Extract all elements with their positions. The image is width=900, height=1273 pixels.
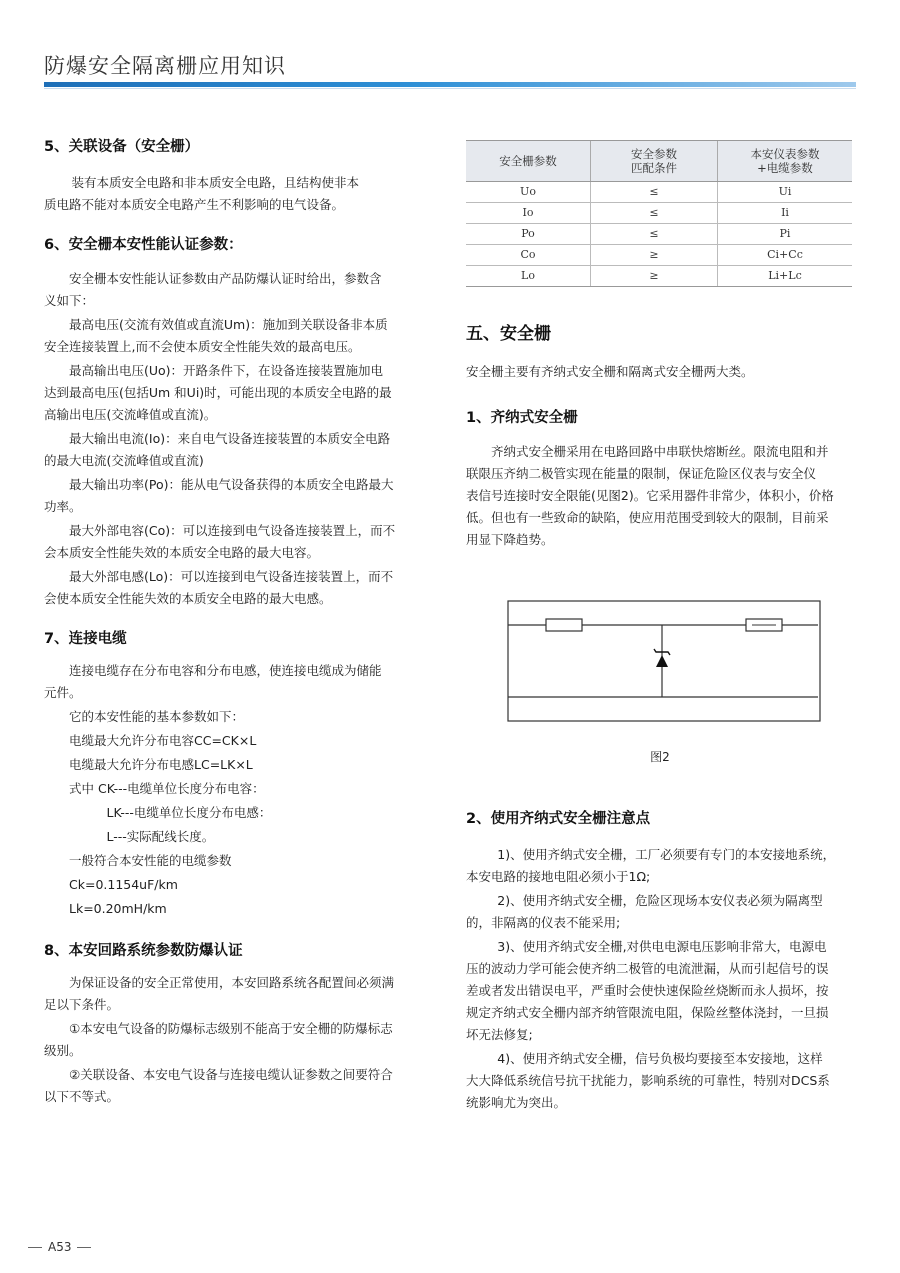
dash-left <box>28 1247 42 1248</box>
text-line: Ck=0.1154uF/km <box>69 877 178 892</box>
text-line: 最大外部电容(Co)：可以连接到电气设备连接装置上，而不 <box>69 523 396 538</box>
left-column <box>44 132 434 1108</box>
text-line: 足以下条件。 <box>44 997 120 1012</box>
parameter-table <box>466 140 852 287</box>
circuit-diagram <box>506 599 826 725</box>
notes-heading: 2、使用齐纳式安全栅注意点 <box>466 811 651 827</box>
resistor <box>546 619 582 631</box>
zener-body <box>466 441 858 551</box>
text-line: 用显下降趋势。 <box>466 532 554 547</box>
table-cell: Ci+Cc <box>718 245 853 266</box>
table-row <box>466 203 852 224</box>
table-header <box>466 141 591 182</box>
text-line: 表信号连接时安全限能(见图2)。它采用器件非常少，体积小，价格 <box>466 488 834 503</box>
text-line: ②关联设备、本安电气设备与连接电缆认证参数之间要符合 <box>69 1067 393 1082</box>
text-line: 连接电缆存在分布电容和分布电感，使连接电缆成为储能 <box>69 663 382 678</box>
dash-right <box>77 1247 91 1248</box>
text-line: 质电路不能对本质安全电路产生不利影响的电气设备。 <box>44 197 345 212</box>
right-column <box>466 132 858 1114</box>
text-line: 电缆最大允许分布电感LC=LK×L <box>69 757 253 772</box>
text-line: 3)、使用齐纳式安全栅,对供电电源电压影响非常大，电源电 <box>497 939 827 954</box>
text-line: 最高电压(交流有效值或直流Um)：施加到关联设备非本质 <box>69 317 388 332</box>
zener-heading: 1、齐纳式安全栅 <box>466 410 578 426</box>
section-five-heading: 五、安全栅 <box>466 324 551 344</box>
notes-body <box>466 844 858 1114</box>
section-7-body <box>44 660 434 920</box>
table-cell: ≥ <box>591 245 718 266</box>
table-cell: ≤ <box>591 224 718 245</box>
table-row <box>466 245 852 266</box>
figure-caption: 图2 <box>650 750 670 764</box>
table-header: 安全参数 匹配条件 <box>591 141 718 182</box>
text-line: 本安电路的接地电阻必须小于1Ω; <box>466 869 651 884</box>
table-row <box>466 182 852 203</box>
text-line: L---实际配线长度。 <box>106 829 215 844</box>
table-header: 本安仪表参数 +电缆参数 <box>718 141 853 182</box>
table-cell: Ui <box>718 182 853 203</box>
table-cell: Ii <box>718 203 853 224</box>
text-line: 差或者发出错误电平，严重时会使快速保险丝烧断而永人损坏，按 <box>466 983 829 998</box>
section-8-heading: 8、本安回路系统参数防爆认证 <box>44 943 243 959</box>
table-cell: ≥ <box>591 266 718 287</box>
text-line: 大大降低系统信号抗干扰能力，影响系统的可靠性，特别对DCS系 <box>466 1073 830 1088</box>
text-line: 最大外部电感(Lo)：可以连接到电气设备连接装置上，而不 <box>69 569 394 584</box>
text-line: 义如下： <box>44 293 95 308</box>
header-cell: 安全栅参数 <box>499 154 557 168</box>
text-line: 级别。 <box>44 1043 82 1058</box>
text-line: LK---电缆单位长度分布电感： <box>106 805 272 820</box>
table-cell: Pi <box>718 224 853 245</box>
table-row <box>466 266 852 287</box>
section-6-body <box>44 268 434 610</box>
text-line: 装有本质安全电路和非本质安全电路，且结构使非本 <box>71 175 360 190</box>
text-line: 最高输出电压(Uo)：开路条件下，在设备连接装置施加电 <box>69 363 384 378</box>
table-header-row <box>466 141 852 182</box>
text-line: 4)、使用齐纳式安全栅，信号负极均要接至本安接地，这样 <box>497 1051 823 1066</box>
table-cell: Li+Lc <box>718 266 853 287</box>
table-cell: Po <box>466 224 591 245</box>
zener-diode-icon <box>656 655 668 667</box>
text-line: 压的波动力学可能会使齐纳二极管的电流泄漏，从而引起信号的误 <box>466 961 829 976</box>
text-line: 安全连接装置上,而不会使本质安全性能失效的最高电压。 <box>44 339 361 354</box>
text-line: 2)、使用齐纳式安全栅，危险区现场本安仪表必须为隔离型 <box>497 893 823 908</box>
text-line: 统影响尤为突出。 <box>466 1095 567 1110</box>
text-line: 最大输出电流(Io)：来自电气设备连接装置的本质安全电路 <box>69 431 391 446</box>
text-line: 1)、使用齐纳式安全栅，工厂必须要有专门的本安接地系统， <box>497 847 836 862</box>
section-five-text: 安全栅主要有齐纳式安全栅和隔离式安全栅两大类。 <box>466 364 754 379</box>
table-cell: ≤ <box>591 203 718 224</box>
text-line: 一般符合本安性能的电缆参数 <box>69 853 232 868</box>
section-5-body <box>44 172 434 216</box>
table-cell: Lo <box>466 266 591 287</box>
text-line: 式中 CK---电缆单位长度分布电容： <box>69 781 265 796</box>
table-cell: Co <box>466 245 591 266</box>
page-number-label: A53 <box>48 1240 72 1254</box>
text-line: Lk=0.20mH/km <box>69 901 167 916</box>
text-line: 高输出电压(交流峰值或直流)。 <box>44 407 217 422</box>
text-line: 它的本安性能的基本参数如下： <box>69 709 245 724</box>
text-line: 电缆最大允许分布电容CC=CK×L <box>69 733 257 748</box>
header-rule <box>44 82 856 87</box>
text-line: 会本质安全性能失效的本质安全电路的最大电容。 <box>44 545 320 560</box>
text-line: 齐纳式安全栅采用在电路回路中串联快熔断丝。限流电阻和并 <box>491 444 829 459</box>
text-line: 规定齐纳式安全栅内部齐纳管限流电阻，保险丝整体浇封，一旦损 <box>466 1005 829 1020</box>
table-cell: ≤ <box>591 182 718 203</box>
text-line: 会使本质安全性能失效的本质安全电路的最大电感。 <box>44 591 332 606</box>
text-line: 安全栅本安性能认证参数由产品防爆认证时给出，参数含 <box>69 271 382 286</box>
text-line: 的，非隔离的仪表不能采用; <box>466 915 621 930</box>
text-line: 达到最高电压(包括Um 和Ui)时，可能出现的本质安全电路的最 <box>44 385 392 400</box>
text-line: 的最大电流(交流峰值或直流) <box>44 453 204 468</box>
table-row <box>466 224 852 245</box>
table-cell: Io <box>466 203 591 224</box>
text-line: 联限压齐纳二极管实现在能量的限制，保证危险区仪表与安全仪 <box>466 466 817 481</box>
table-cell: Uo <box>466 182 591 203</box>
text-line: 最大输出功率(Po)：能从电气设备获得的本质安全电路最大 <box>69 477 394 492</box>
text-line: 功率。 <box>44 499 82 514</box>
page-title: 防爆安全隔离栅应用知识 <box>44 54 286 78</box>
text-line: ①本安电气设备的防爆标志级别不能高于安全栅的防爆标志 <box>69 1021 393 1036</box>
section-6-heading: 6、安全栅本安性能认证参数： <box>44 237 243 253</box>
section-5-heading: 5、关联设备（安全栅） <box>44 139 200 155</box>
section-7-heading: 7、连接电缆 <box>44 631 127 647</box>
text-line: 以下不等式。 <box>44 1089 120 1104</box>
figure-2 <box>506 599 826 768</box>
text-line: 低。但也有一些致命的缺陷，使应用范围受到较大的限制，目前采 <box>466 510 829 525</box>
page-number <box>22 1240 97 1254</box>
text-line: 元件。 <box>44 685 82 700</box>
section-8-body <box>44 972 434 1108</box>
text-line: 坏无法修复; <box>466 1027 533 1042</box>
header-rule-thin <box>44 88 856 89</box>
text-line: 为保证设备的安全正常使用，本安回路系统各配置间必须满 <box>69 975 395 990</box>
